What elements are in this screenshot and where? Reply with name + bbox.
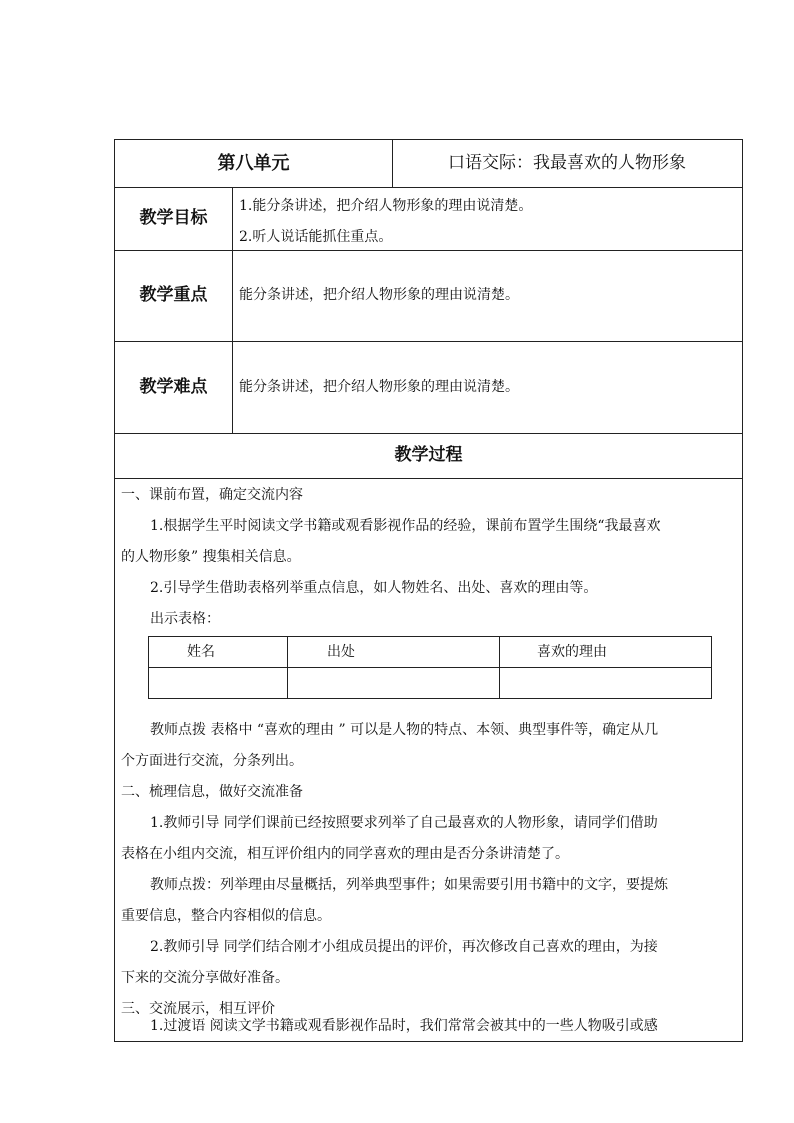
process-heading-1: 一、课前布置，确定交流内容 bbox=[121, 487, 303, 503]
process-paragraph: 出示表格： bbox=[150, 611, 220, 627]
info-table-header-name: 姓名 bbox=[187, 644, 215, 660]
difficulty-text: 能分条讲述，把介绍人物形象的理由说清楚。 bbox=[239, 379, 519, 395]
process-paragraph: 下来的交流分享做好准备。 bbox=[121, 970, 289, 986]
process-heading-3: 三、交流展示，相互评价 bbox=[121, 1001, 275, 1017]
process-paragraph: 2.教师引导 同学们结合刚才小组成员提出的评价，再次修改自己喜欢的理由，为接 bbox=[150, 939, 658, 955]
objective-line-2: 2.听人说话能抓住重点。 bbox=[239, 229, 393, 245]
process-paragraph: 1.根据学生平时阅读文学书籍或观看影视作品的经验，课前布置学生围绕“我最喜欢 bbox=[150, 518, 661, 534]
info-table-header-reason: 喜欢的理由 bbox=[537, 644, 607, 660]
info-table-row-divider bbox=[149, 667, 711, 668]
process-paragraph: 1.过渡语 阅读文学书籍或观看影视作品时，我们常常会被其中的一些人物吸引或感 bbox=[150, 1018, 658, 1034]
process-title: 教学过程 bbox=[394, 445, 463, 465]
process-paragraph: 表格在小组内交流，相互评价组内的同学喜欢的理由是否分条讲清楚了。 bbox=[121, 846, 569, 862]
topic-title: 口语交际：我最喜欢的人物形象 bbox=[448, 153, 686, 173]
difficulty-label: 教学难点 bbox=[139, 377, 208, 397]
process-paragraph: 教师点拨：列举理由尽量概括，列举典型事件；如果需要引用书籍中的文字，要提炼 bbox=[150, 877, 668, 893]
unit-title: 第八单元 bbox=[217, 153, 290, 174]
process-paragraph: 1.教师引导 同学们课前已经按照要求列举了自己最喜欢的人物形象，请同学们借助 bbox=[150, 815, 658, 831]
process-paragraph: 的人物形象” 搜集相关信息。 bbox=[121, 549, 301, 565]
info-table-col-divider bbox=[499, 637, 500, 698]
process-paragraph: 2.引导学生借助表格列举重点信息，如人物姓名、出处、喜欢的理由等。 bbox=[150, 580, 598, 596]
objective-line-1: 1.能分条讲述，把介绍人物形象的理由说清楚。 bbox=[239, 198, 533, 214]
objectives-label: 教学目标 bbox=[139, 208, 208, 228]
process-paragraph: 教师点拨 表格中 “喜欢的理由 ” 可以是人物的特点、本领、典型事件等，确定从几 bbox=[150, 722, 659, 738]
key-point-text: 能分条讲述，把介绍人物形象的理由说清楚。 bbox=[239, 287, 519, 303]
lesson-plan-table bbox=[114, 139, 743, 1042]
info-table-header-source: 出处 bbox=[327, 644, 355, 660]
label-column-divider bbox=[232, 187, 233, 433]
info-table bbox=[148, 636, 712, 699]
info-table-col-divider bbox=[287, 637, 288, 698]
key-point-label: 教学重点 bbox=[139, 285, 208, 305]
process-heading-2: 二、梳理信息，做好交流准备 bbox=[121, 784, 303, 800]
row-divider bbox=[115, 478, 742, 479]
process-paragraph: 重要信息，整合内容相似的信息。 bbox=[121, 908, 331, 924]
process-paragraph: 个方面进行交流，分条列出。 bbox=[121, 753, 303, 769]
